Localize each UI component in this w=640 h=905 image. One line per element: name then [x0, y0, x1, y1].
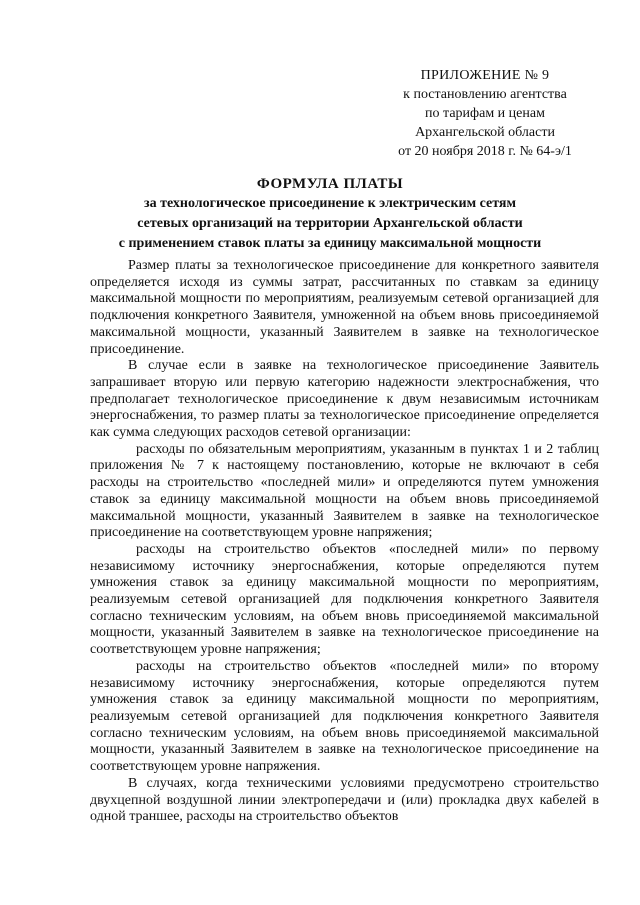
document-body [90, 258, 599, 826]
document-title [80, 174, 580, 254]
list-paragraph: расходы на строительство объектов «последней мили» по второму независимому источнику энергоснабжения, которые определяются путем умножения ставок за единицу максимальной мощности по мероприятиям, реализуемым сетевой организацией для подключения конкретного Заявителя согласно техническим условиям, на объем вновь присоединяемой максимальной мощности, указанный Заявителем в заявке на технологическое присоединение на соответствующем уровне напряжения. [90, 658, 599, 775]
appendix-ref-line: Архангельской области [415, 125, 555, 140]
title-main: ФОРМУЛА ПЛАТЫ [256, 176, 404, 192]
appendix-ref-line: к постановлению агентства [403, 87, 567, 102]
body-paragraph: В случаях, когда техническими условиями предусмотрено строительство двухцепной воздушной линии электропередачи и (или) прокладка двух кабелей в одной траншее, расходы на строительство объектов [90, 775, 599, 825]
body-paragraph: В случае если в заявке на технологическое присоединение Заявитель запрашивает вторую или первую категорию надежности электроснабжения, что предполагает технологическое присоединение к двум независимым источникам энергоснабжения, то размер платы за технологическое присоединение определяется как сумма следующих расходов сетевой организации: [90, 358, 599, 441]
body-paragraph: Размер платы за технологическое присоединение для конкретного заявителя определяется исходя из суммы затрат, рассчитанных по ставкам за единицу максимальной мощности по мероприятиям, реализуемым сетевой организацией для подключения конкретного Заявителя, умноженной на объем вновь присоединяемой максимальной мощности, указанный Заявителем в заявке на технологическое присоединение. [90, 258, 599, 357]
appendix-number: ПРИЛОЖЕНИЕ № 9 [420, 68, 550, 83]
title-subline: с применением ставок платы за единицу максимальной мощности [118, 236, 542, 251]
appendix-date-line: от 20 ноября 2018 г. № 64-э/1 [398, 144, 572, 159]
list-paragraph: расходы на строительство объектов «последней мили» по первому независимому источнику энергоснабжения, которые определяются путем умножения ставок за единицу максимальной мощности по мероприятиям, реализуемым сетевой организацией для подключения конкретного Заявителя согласно техническим условиям, на объем вновь присоединяемой максимальной мощности, указанный Заявителем в заявке на технологическое присоединение на соответствующем уровне напряжения; [90, 541, 599, 658]
list-paragraph: расходы по обязательным мероприятиям, указанным в пунктах 1 и 2 таблиц приложения № 7 к настоящему постановлению, которые не включают в себя расходы на строительство «последней мили» и определяются путем умножения ставок за единицу максимальной мощности на объем вновь присоединяемой максимальной мощности, указанный Заявителем в заявке на технологическое присоединение на соответствующем уровне напряжения; [90, 441, 599, 541]
title-subline: за технологическое присоединение к электрическим сетям [143, 196, 517, 211]
appendix-header [360, 66, 610, 161]
appendix-ref-line: по тарифам и ценам [425, 106, 545, 121]
title-subline: сетевых организаций на территории Архангельской области [137, 216, 523, 231]
